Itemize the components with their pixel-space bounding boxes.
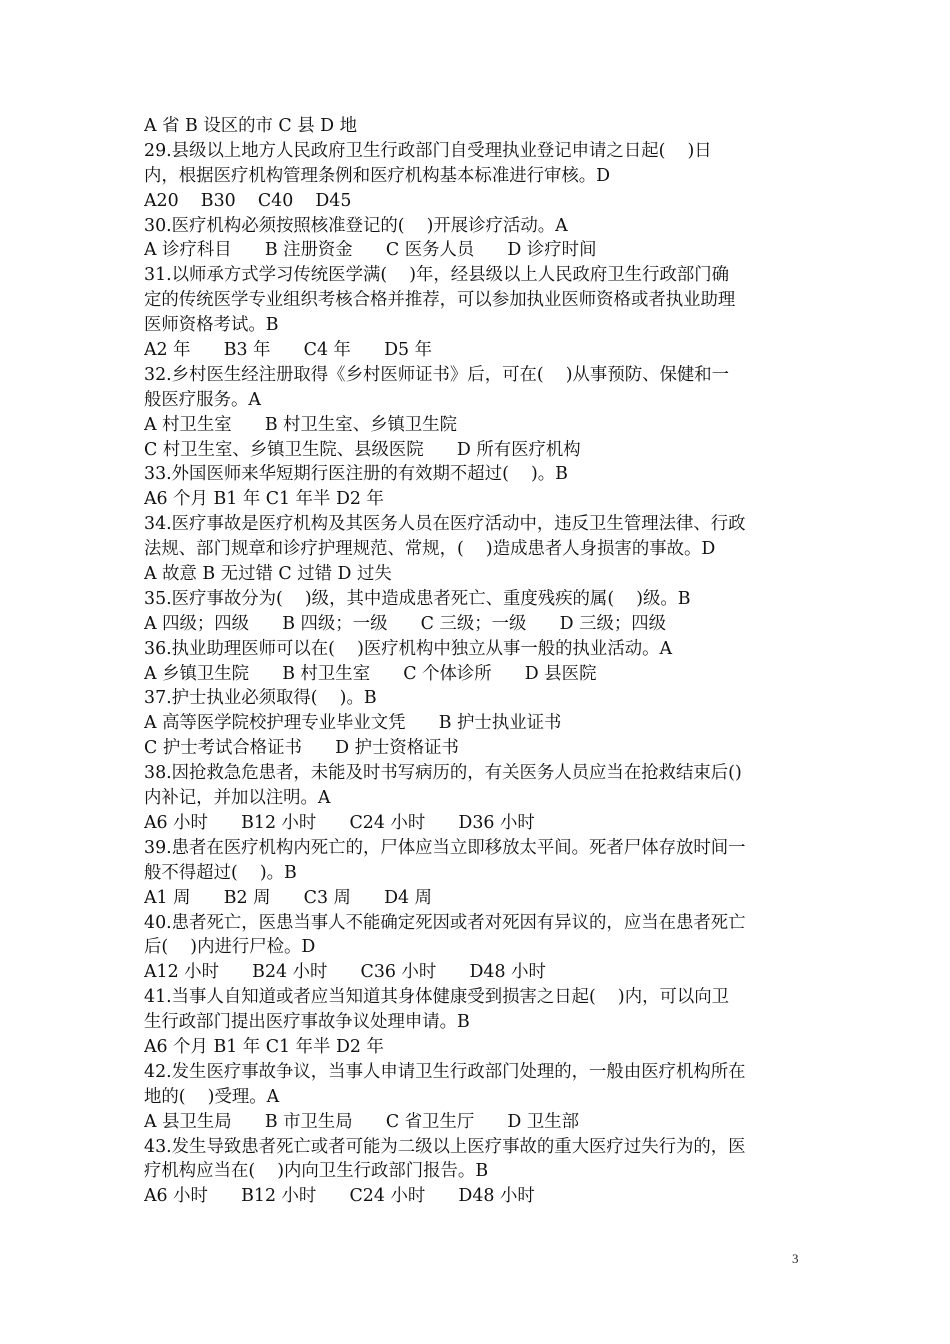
text-line: 般不得超过( )。B — [144, 862, 297, 883]
text-line: A12 小时 B24 小时 C36 小时 D48 小时 — [144, 962, 546, 983]
text-line: 38.因抢救急危患者，未能及时书写病历的，有关医务人员应当在抢救结束后() — [144, 763, 742, 784]
text-line: 29.县级以上地方人民政府卫生行政部门自受理执业登记申请之日起( )日 — [144, 140, 712, 161]
text-line: 33.外国医师来华短期行医注册的有效期不超过( )。B — [144, 464, 568, 485]
text-line: 31.以师承方式学习传统医学满( )年，经县级以上人民政府卫生行政部门确 — [144, 265, 730, 286]
text-line: A 诊疗科目 B 注册资金 C 医务人员 D 诊疗时间 — [144, 240, 597, 261]
text-line: A6 个月 B1 年 C1 年半 D2 年 — [144, 489, 384, 510]
text-line: A 高等医学院校护理专业毕业文凭 B 护士执业证书 — [144, 713, 562, 734]
text-line: 生行政部门提出医疗事故争议处理申请。B — [144, 1012, 470, 1033]
text-line: 定的传统医学专业组织考核合格并推荐，可以参加执业医师资格或者执业助理 — [144, 290, 736, 311]
text-line: 43.发生导致患者死亡或者可能为二级以上医疗事故的重大医疗过失行为的，医 — [144, 1136, 746, 1157]
text-line: 34.医疗事故是医疗机构及其医务人员在医疗活动中，违反卫生管理法律、行政 — [144, 514, 746, 535]
text-line: C 村卫生室、乡镇卫生院、县级医院 D 所有医疗机构 — [144, 439, 581, 460]
text-line: 般医疗服务。A — [144, 389, 261, 410]
text-line: A6 个月 B1 年 C1 年半 D2 年 — [144, 1036, 384, 1057]
text-line: A20 B30 C40 D45 — [144, 190, 352, 211]
text-line: A 故意 B 无过错 C 过错 D 过失 — [144, 564, 392, 585]
text-line: 40.患者死亡，医患当事人不能确定死因或者对死因有异议的，应当在患者死亡 — [144, 912, 746, 933]
text-line: A 四级；四级 B 四级；一级 C 三级；一级 D 三级；四级 — [144, 613, 667, 634]
text-line: 36.执业助理医师可以在( )医疗机构中独立从事一般的执业活动。A — [144, 638, 673, 659]
text-line: 39.患者在医疗机构内死亡的，尸体应当立即移放太平间。死者尸体存放时间一 — [144, 837, 746, 858]
text-line: 医师资格考试。B — [144, 315, 279, 336]
text-line: 42.发生医疗事故争议，当事人申请卫生行政部门处理的，一般由医疗机构所在 — [144, 1061, 746, 1082]
text-line: 30.医疗机构必须按照核准登记的( )开展诊疗活动。A — [144, 215, 568, 236]
page-number: 3 — [792, 1251, 799, 1266]
document-body — [144, 114, 810, 1209]
text-line: 32.乡村医生经注册取得《乡村医师证书》后，可在( )从事预防、保健和一 — [144, 364, 730, 385]
text-line: A 乡镇卫生院 B 村卫生室 C 个体诊所 D 县医院 — [144, 663, 597, 684]
text-line: 疗机构应当在( )内向卫生行政部门报告。B — [144, 1161, 489, 1182]
text-line: C 护士考试合格证书 D 护士资格证书 — [144, 738, 459, 759]
text-line: A1 周 B2 周 C3 周 D4 周 — [144, 887, 433, 908]
text-line: 后( )内进行尸检。D — [144, 937, 316, 958]
text-line: A 县卫生局 B 市卫生局 C 省卫生厅 D 卫生部 — [144, 1111, 580, 1132]
text-line: 内，根据医疗机构管理条例和医疗机构基本标准进行审核。D — [144, 165, 611, 186]
text-line: 41.当事人自知道或者应当知道其身体健康受到损害之日起( )内，可以向卫 — [144, 987, 730, 1008]
text-line: 法规、部门规章和诊疗护理规范、常规，( )造成患者人身损害的事故。D — [144, 539, 716, 560]
text-line: A 村卫生室 B 村卫生室、乡镇卫生院 — [144, 414, 458, 435]
text-line: 内补记，并加以注明。A — [144, 788, 331, 809]
text-line: A6 小时 B12 小时 C24 小时 D36 小时 — [144, 812, 535, 833]
text-line: 35.医疗事故分为( )级，其中造成患者死亡、重度残疾的属( )级。B — [144, 588, 691, 609]
text-line: A6 小时 B12 小时 C24 小时 D48 小时 — [144, 1186, 535, 1207]
text-line: 地的( )受理。A — [144, 1086, 280, 1107]
text-line: A2 年 B3 年 C4 年 D5 年 — [144, 340, 433, 361]
text-line: 37.护士执业必须取得( )。B — [144, 688, 377, 709]
text-line: A 省 B 设区的市 C 县 D 地 — [144, 116, 358, 136]
